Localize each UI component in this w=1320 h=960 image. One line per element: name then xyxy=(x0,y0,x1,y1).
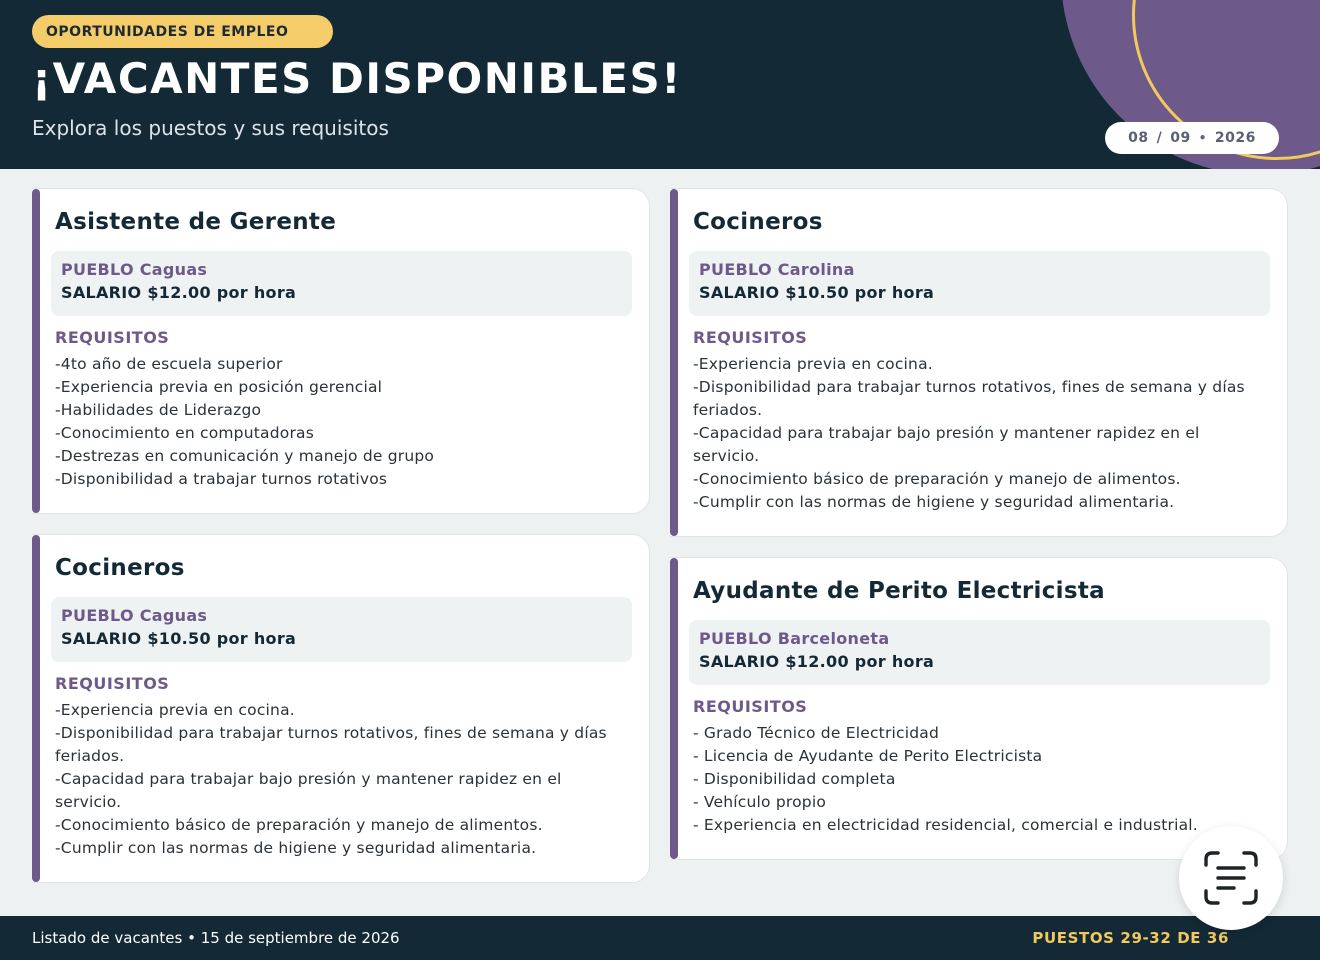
footer-caption: Listado de vacantes • 15 de septiembre de 2026 xyxy=(32,929,400,947)
requirement-item: -4to año de escuela superior xyxy=(55,355,283,373)
job-info-box xyxy=(689,620,1270,685)
requirements-list xyxy=(693,722,1257,837)
text-scan-icon xyxy=(1202,849,1260,907)
date-month: 08 xyxy=(1128,130,1149,146)
requirements-label: REQUISITOS xyxy=(693,328,808,347)
page-footer xyxy=(0,916,1320,960)
requirement-item: -Destrezas en comunicación y manejo de grupo xyxy=(55,447,435,465)
date-year: 2026 xyxy=(1214,130,1256,146)
requirement-item: -Experiencia previa en cocina. xyxy=(55,701,295,719)
requirement-item: -Conocimiento en computadoras xyxy=(55,424,314,442)
job-title: Cocineros xyxy=(55,555,185,581)
job-salary: SALARIO $12.00 por hora xyxy=(699,652,935,671)
job-salary: SALARIO $10.50 por hora xyxy=(61,629,297,648)
requirement-item: -Cumplir con las normas de higiene y seguridad alimentaria. xyxy=(55,839,537,857)
page-subtitle: Explora los puestos y sus requisitos xyxy=(32,116,389,140)
page-count: PUESTOS 29-32 DE 36 xyxy=(1032,929,1229,947)
job-salary: SALARIO $12.00 por hora xyxy=(61,283,297,302)
job-card xyxy=(32,534,650,883)
requirement-item: -Disponibilidad para trabajar turnos rotativos, fines de semana y días feriados. xyxy=(693,378,1245,419)
requirement-item: -Conocimiento básico de preparación y manejo de alimentos. xyxy=(693,470,1181,488)
requirements-label: REQUISITOS xyxy=(55,328,170,347)
requirement-item: - Grado Técnico de Electricidad xyxy=(693,724,940,742)
job-title: Cocineros xyxy=(693,209,823,235)
job-title: Asistente de Gerente xyxy=(55,209,337,235)
date-day: 09 xyxy=(1170,130,1191,146)
requirement-item: -Capacidad para trabajar bajo presión y mantener rapidez en el servicio. xyxy=(55,770,562,811)
requirement-item: -Experiencia previa en cocina. xyxy=(693,355,933,373)
requirement-item: - Vehículo propio xyxy=(693,793,827,811)
requirement-item: -Experiencia previa en posición gerencial xyxy=(55,378,383,396)
requirements-label: REQUISITOS xyxy=(693,697,808,716)
requirements-list xyxy=(55,353,619,491)
date-badge xyxy=(1105,122,1279,154)
job-info-box xyxy=(51,597,632,662)
requirement-item: -Capacidad para trabajar bajo presión y mantener rapidez en el servicio. xyxy=(693,424,1200,465)
job-town: PUEBLO Carolina xyxy=(699,260,855,279)
job-town: PUEBLO Caguas xyxy=(61,260,208,279)
requirements-list xyxy=(693,353,1257,514)
text-scan-button[interactable] xyxy=(1179,826,1283,930)
job-town: PUEBLO Caguas xyxy=(61,606,208,625)
page-header xyxy=(0,0,1320,169)
requirement-item: - Disponibilidad completa xyxy=(693,770,896,788)
requirement-item: - Licencia de Ayudante de Perito Electricista xyxy=(693,747,1043,765)
requirement-item: -Disponibilidad a trabajar turnos rotativos xyxy=(55,470,388,488)
job-info-box xyxy=(51,251,632,316)
requirement-item: - Experiencia en electricidad residencial, comercial e industrial. xyxy=(693,816,1198,834)
job-card xyxy=(670,188,1288,537)
requirement-item: -Conocimiento básico de preparación y manejo de alimentos. xyxy=(55,816,543,834)
requirements-list xyxy=(55,699,619,860)
date-separator: / xyxy=(1156,130,1163,146)
job-town: PUEBLO Barceloneta xyxy=(699,629,890,648)
requirement-item: -Disponibilidad para trabajar turnos rotativos, fines de semana y días feriados. xyxy=(55,724,607,765)
job-card xyxy=(670,557,1288,860)
page-title: ¡VACANTES DISPONIBLES! xyxy=(32,54,682,103)
category-tag: OPORTUNIDADES DE EMPLEO xyxy=(32,15,333,48)
requirement-item: -Habilidades de Liderazgo xyxy=(55,401,262,419)
job-info-box xyxy=(689,251,1270,316)
job-salary: SALARIO $10.50 por hora xyxy=(699,283,935,302)
job-title: Ayudante de Perito Electricista xyxy=(693,578,1105,604)
date-dot: • xyxy=(1198,131,1207,145)
requirement-item: -Cumplir con las normas de higiene y seguridad alimentaria. xyxy=(693,493,1175,511)
job-card xyxy=(32,188,650,514)
requirements-label: REQUISITOS xyxy=(55,674,170,693)
